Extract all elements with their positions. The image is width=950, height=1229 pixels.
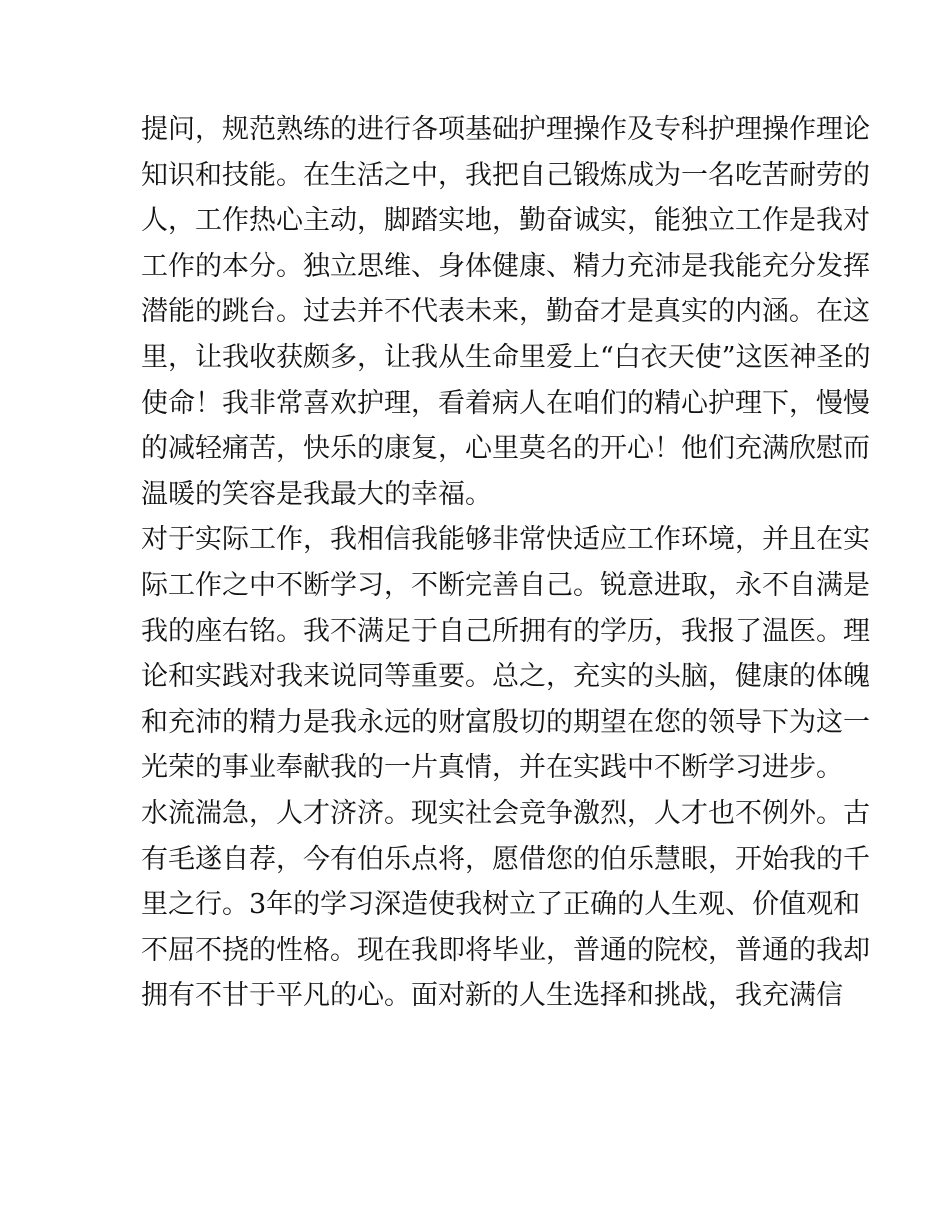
text-line: 和充沛的精力是我永远的财富殷切的期望在您的领导下为这一: [141, 706, 870, 738]
text-line: 际工作之中不断学习，不断完善自己。锐意进取，永不自满是: [141, 569, 870, 601]
text-line: 对于实际工作，我相信我能够非常快适应工作环境，并且在实: [141, 524, 870, 556]
text-line: 水流湍急，人才济济。现实社会竞争激烈，人才也不例外。古: [141, 797, 870, 829]
text-line: 拥有不甘于平凡的心。面对新的人生选择和挑战，我充满信: [141, 980, 843, 1012]
text-line: 有毛遂自荐，今有伯乐点将，愿借您的伯乐慧眼，开始我的千: [141, 843, 870, 875]
text-line: 工作的本分。独立思维、身体健康、精力充沛是我能充分发挥: [141, 250, 870, 282]
text-line: 不屈不挠的性格。现在我即将毕业，普通的院校，普通的我却: [141, 934, 870, 966]
text-line: 提问，规范熟练的进行各项基础护理操作及专科护理操作理论: [141, 114, 870, 145]
text-line: 人，工作热心主动，脚踏实地，勤奋诚实，能独立工作是我对: [141, 205, 870, 237]
text-line: 使命！我非常喜欢护理，看着病人在咱们的精心护理下，慢慢: [141, 387, 870, 419]
text-line: 论和实践对我来说同等重要。总之，充实的头脑，健康的体魄: [141, 661, 870, 693]
text-line: 的减轻痛苦，快乐的康复，心里莫名的开心！他们充满欣慰而: [141, 433, 870, 465]
text-line: 潜能的跳台。过去并不代表未来，勤奋才是真实的内涵。在这: [141, 296, 870, 328]
paragraph: [141, 791, 870, 1019]
paragraph: [141, 517, 870, 791]
text-line: 我的座右铭。我不满足于自己所拥有的学历，我报了温医。理: [141, 615, 870, 647]
text-line: 里，让我收获颇多，让我从生命里爱上“白衣天使”这医神圣的: [141, 341, 871, 373]
text-line: 里之行。3年的学习深造使我树立了正确的人生观、价值观和: [141, 889, 861, 921]
text-line: 知识和技能。在生活之中，我把自己锻炼成为一名吃苦耐劳的: [141, 159, 870, 191]
body-text: [141, 107, 871, 1019]
paragraph: [141, 107, 871, 517]
text-line: 光荣的事业奉献我的一片真情，并在实践中不断学习进步。: [141, 752, 843, 784]
text-line: 温暖的笑容是我最大的幸福。: [141, 478, 492, 510]
